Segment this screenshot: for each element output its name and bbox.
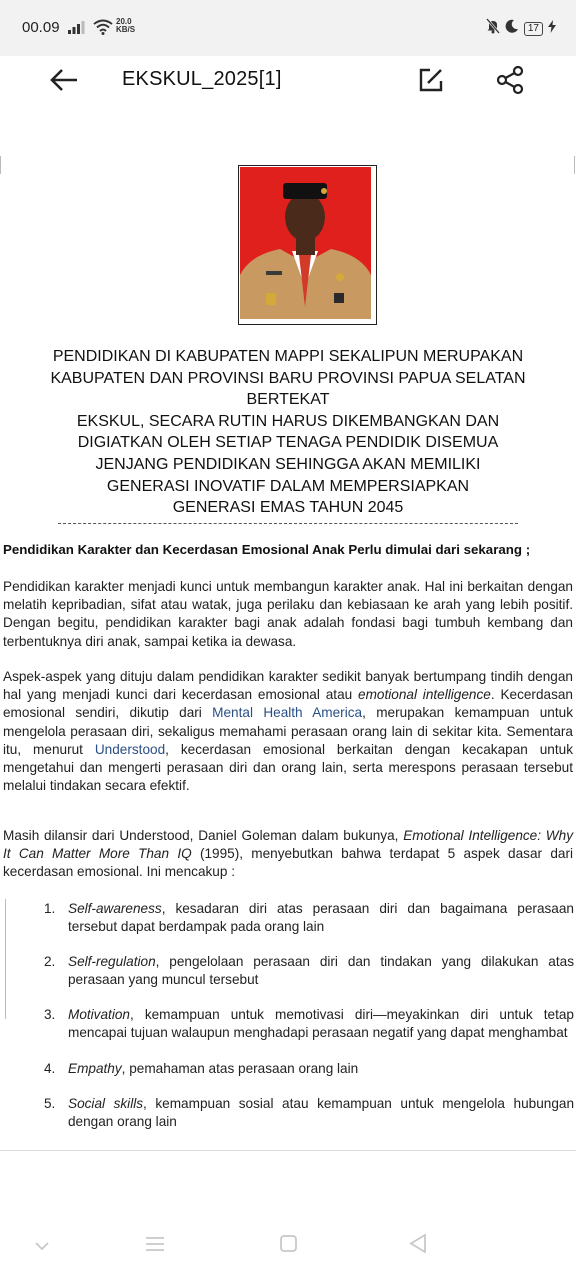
heading-line: PENDIDIKAN DI KABUPATEN MAPPI SEKALIPUN MERUPAKAN — [52, 348, 524, 365]
paragraph-2 — [3, 668, 573, 795]
dashed-divider — [58, 523, 518, 524]
list-desc: , kemampuan untuk memotivasi diri—meyakinkan diri untuk tetap mencapai tujuan walaupun menghadapi perasaan negatif yang dapat menghambat — [68, 1007, 574, 1040]
status-right — [486, 18, 556, 39]
paragraph-text: Masih dilansir dari Understood, Daniel Goleman dalam bukunya, — [3, 828, 404, 843]
moon-icon — [505, 19, 519, 38]
document-viewer[interactable] — [0, 104, 576, 1149]
heading-line: EKSKUL, SECARA RUTIN HARUS DIKEMBANGKAN DAN — [76, 412, 500, 430]
section-subheading: Pendidikan Karakter dan Kecerdasan Emosional Anak Perlu dimulai dari sekarang ; — [3, 542, 531, 557]
battery-level: 17 — [524, 22, 543, 36]
system-nav-bar — [0, 1150, 576, 1281]
list-item — [44, 900, 574, 935]
list-term: Self-regulation — [68, 954, 156, 970]
list-item — [44, 1060, 574, 1078]
paragraph-text: Aspek-aspek yang dituju dalam pendidikan karakter sedikit banyak bertumpang tindih dengan hal yang menjadi kunci dari kecerdasan emosional atau — [3, 669, 573, 703]
list-term: Social skills — [68, 1096, 144, 1112]
emotional-aspects-list — [44, 900, 574, 1130]
link-mental-health-america[interactable]: Mental Health America — [212, 705, 363, 721]
paragraph-text: , merupakan kemampuan untuk mengelola perasaan diri, sekaligus memahami perasaan orang lain di sekitar kita. Sementara itu, menurut — [3, 705, 573, 757]
charging-icon — [548, 20, 556, 38]
paragraph-1: Pendidikan karakter menjadi kunci untuk membangun karakter anak. Hal ini berkaitan dengan melatih kepribadian, sifat atau watak, juga perilaku dan kebiasaan ke arah yang lebih positif. Dengan begitu, pendidikan karakter bagi anak adalah fondasi bagi tumbuh kembang dan terbentuknya diri anak, sampai ketika ia dewasa. — [3, 579, 573, 649]
home-square-icon[interactable] — [280, 1235, 297, 1257]
list-desc: , kesadaran diri atas perasaan diri dan bagaimana perasaan tersebut dapat berdampak pada orang lain — [68, 901, 574, 934]
heading-line: KABUPATEN DAN PROVINSI BARU PROVINSI PAPUA SELATAN — [50, 369, 526, 387]
paragraph-text: (1995), menyebutkan bahwa terdapat 5 aspek dasar dari kecerdasan emosional. Ini mencakup : — [3, 846, 573, 880]
italic-term: emotional intelligence — [358, 687, 491, 703]
list-number: 1. — [44, 901, 56, 916]
profile-photo — [238, 165, 377, 325]
paragraph-3 — [3, 827, 573, 882]
page-margin-mark — [574, 156, 575, 174]
status-bar — [0, 0, 576, 56]
app-bar — [0, 56, 576, 104]
list-term: Self-awareness — [68, 901, 162, 916]
list-number: 2. — [44, 954, 56, 970]
paragraph-text: . Kecerdasan emosional sendiri, dikutip dari — [3, 687, 573, 721]
document-title: EKSKUL_2025[1] — [122, 68, 282, 90]
back-triangle-icon[interactable] — [409, 1234, 427, 1258]
menu-icon[interactable] — [146, 1237, 164, 1256]
heading-line: DIGIATKAN OLEH SETIAP TENAGA PENDIDIK DISEMUA — [77, 434, 499, 452]
list-desc: , pengelolaan perasaan diri dan tindakan yang dilakukan atas perasaan yang muncul tersebut — [68, 954, 574, 987]
list-term: Empathy — [68, 1060, 122, 1076]
list-item — [44, 1006, 574, 1041]
network-speed-value: 20.0 — [116, 17, 132, 26]
signal-icon — [68, 20, 86, 39]
list-number: 4. — [44, 1060, 56, 1076]
chevron-down-icon[interactable] — [35, 1238, 49, 1256]
share-icon[interactable] — [494, 64, 526, 101]
page-margin-mark — [5, 899, 6, 1019]
page-margin-mark — [0, 156, 1, 174]
document-heading — [20, 346, 556, 519]
list-item — [44, 953, 574, 988]
list-item — [44, 1095, 574, 1130]
edit-icon[interactable] — [418, 67, 444, 98]
list-number: 3. — [44, 1007, 56, 1023]
heading-line: GENERASI INOVATIF DALAM MEMPERSIAPKAN — [106, 477, 470, 495]
book-title: Emotional Intelligence: Why It Can Matter More Than IQ — [3, 828, 573, 862]
link-understood[interactable]: Understood — [94, 741, 166, 757]
back-arrow-icon[interactable] — [48, 64, 80, 101]
paragraph-text: , kecerdasan emosional berkaitan dengan kecakapan untuk mengetahui dan mengerti perasaan diri dan orang lain, serta merespons perasaan tersebut melalui tindakan secara efektif. — [3, 741, 573, 794]
list-number: 5. — [44, 1096, 56, 1112]
mute-bell-icon — [486, 18, 500, 39]
list-desc: , kemampuan sosial atau kemampuan untuk mengelola hubungan dengan orang lain — [68, 1096, 574, 1129]
heading-line: BERTEKAT — [246, 391, 330, 409]
heading-line: JENJANG PENDIDIKAN SEHINGGA AKAN MEMILIKI — [95, 455, 481, 473]
list-term: Motivation — [68, 1007, 130, 1023]
network-speed — [116, 18, 135, 34]
network-speed-unit: KB/S — [116, 25, 136, 34]
heading-line: GENERASI EMAS TAHUN 2045 — [172, 499, 404, 517]
status-time: 00.09 — [22, 19, 60, 36]
wifi-icon — [93, 19, 113, 40]
list-desc: , pemahaman atas perasaan orang lain — [121, 1060, 359, 1076]
